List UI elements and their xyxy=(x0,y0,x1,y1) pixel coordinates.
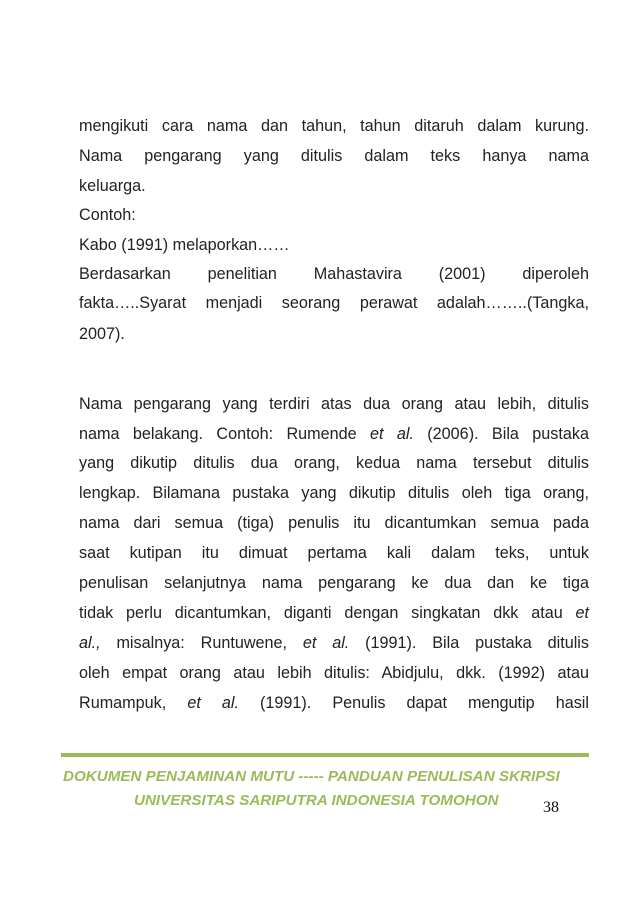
text-fragment: Berdasarkan penelitian Mahastavira (2001) diperoleh xyxy=(79,265,589,283)
text-fragment: yang dikutip ditulis dua orang, kedua nama tersebut ditulis xyxy=(79,454,589,472)
body-line xyxy=(79,454,589,473)
footer-divider xyxy=(61,753,589,757)
italic-term: et al. xyxy=(187,694,239,712)
body-line xyxy=(79,634,589,653)
body-line xyxy=(79,294,589,313)
text-fragment: (2006). Bila pustaka xyxy=(413,425,589,443)
text-fragment: oleh empat orang atau lebih ditulis: Abidjulu, dkk. (1992) atau xyxy=(79,664,589,682)
body-line xyxy=(79,395,589,414)
italic-term: et al. xyxy=(369,425,414,443)
text-fragment: keluarga. xyxy=(79,177,146,195)
body-line xyxy=(79,514,589,533)
body-line xyxy=(79,265,589,284)
body-line xyxy=(79,664,589,683)
footer-institution: UNIVERSITAS SARIPUTRA INDONESIA TOMOHON xyxy=(134,792,499,809)
text-fragment: Rumampuk, xyxy=(79,694,188,712)
text-fragment: nama belakang. Contoh: Rumende xyxy=(79,425,370,443)
italic-term: et xyxy=(575,604,589,622)
body-line xyxy=(79,484,589,503)
body-line xyxy=(79,544,589,563)
text-fragment: mengikuti cara nama dan tahun, tahun ditaruh dalam kurung. xyxy=(79,117,589,135)
body-line xyxy=(79,425,589,444)
body-line xyxy=(79,177,589,196)
text-fragment: misalnya: Runtuwene, xyxy=(100,634,303,652)
text-fragment: lengkap. Bilamana pustaka yang dikutip ditulis oleh tiga orang, xyxy=(79,484,589,502)
body-line xyxy=(79,604,589,623)
text-fragment: (1991). Bila pustaka ditulis xyxy=(349,634,589,652)
text-fragment: nama dari semua (tiga) penulis itu dicantumkan semua pada xyxy=(79,514,589,532)
italic-term: et al. xyxy=(302,634,350,652)
italic-term: al., xyxy=(79,634,101,652)
text-fragment: penulisan selanjutnya nama pengarang ke dua dan ke tiga xyxy=(79,574,589,592)
body-line xyxy=(79,117,589,136)
text-fragment: Nama pengarang yang terdiri atas dua orang atau lebih, ditulis xyxy=(79,395,589,413)
body-line xyxy=(79,694,589,713)
text-fragment: tidak perlu dicantumkan, diganti dengan singkatan dkk atau xyxy=(79,604,576,622)
body-line xyxy=(79,206,589,225)
body-line xyxy=(79,574,589,593)
body-line xyxy=(79,236,589,255)
body-line xyxy=(79,325,589,344)
text-fragment: Kabo (1991) melaporkan…… xyxy=(79,236,290,254)
text-fragment: Nama pengarang yang ditulis dalam teks hanya nama xyxy=(79,147,589,165)
text-fragment: (1991). Penulis dapat mengutip hasil xyxy=(238,694,589,712)
text-fragment: Contoh: xyxy=(79,206,136,224)
footer-document-title: DOKUMEN PENJAMINAN MUTU ----- PANDUAN PENULISAN SKRIPSI xyxy=(63,768,560,785)
body-line xyxy=(79,147,589,166)
text-fragment: fakta…..Syarat menjadi seorang perawat adalah……..(Tangka, xyxy=(79,294,589,312)
text-fragment: saat kutipan itu dimuat pertama kali dalam teks, untuk xyxy=(79,544,589,562)
text-fragment: 2007). xyxy=(79,325,125,343)
page-number: 38 xyxy=(543,799,559,816)
